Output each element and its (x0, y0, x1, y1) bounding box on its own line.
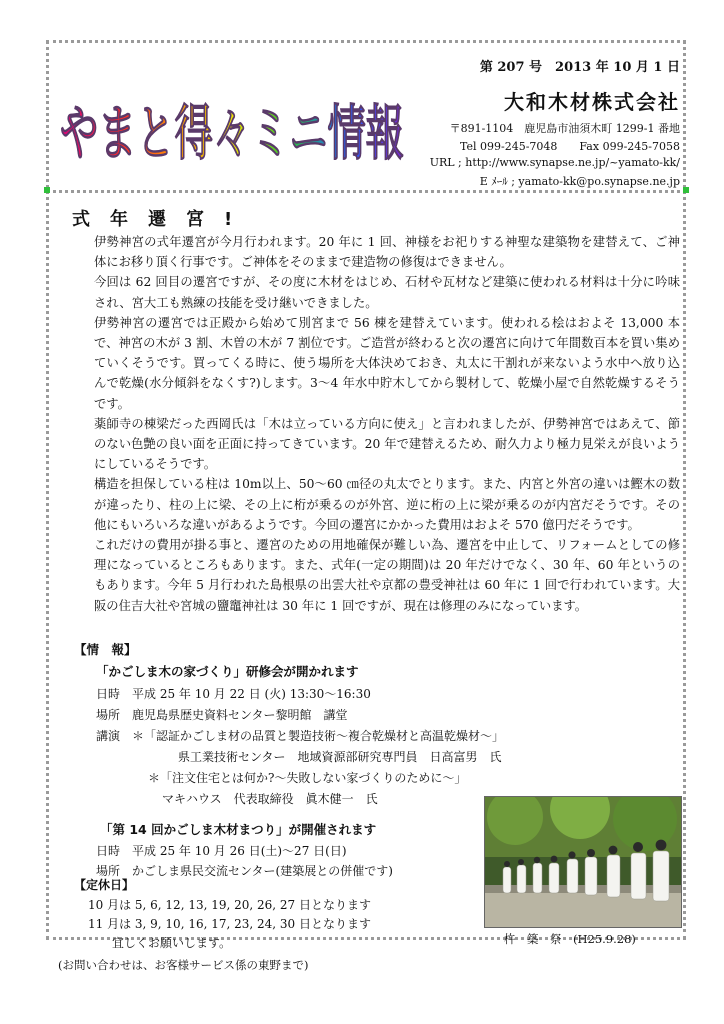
logo-text: やまと得々ミニ情報 (60, 99, 404, 169)
event2-date: 日時 平成 25 年 10 月 26 日(土)～27 日(日) (96, 844, 347, 858)
footer-contact: (お問い合わせは、お客様サービス係の東野まで) (58, 958, 309, 972)
article-title: 式年遷宮! (72, 209, 253, 230)
article-paragraph: 構造を担保している柱は 10m以上、50～60 ㎝径の丸太でとります。また、内宮と外宮の違いは鰹木の数が違ったり、柱の上に梁、その上に桁が乗るのが外宮、逆に桁の上に梁が乗るのが内宮だそうです。その他にもいろいろな違いがあるようです。今回の遷宮にかかった費用はおよそ 570 億円だそうです。 (94, 477, 680, 532)
issue-line: 第 207 号 2013 年 10 月 1 日 (479, 60, 680, 75)
article-paragraph: 伊勢神宮の式年遷宮が今月行われます。20 年に 1 回、神様をお祀りする神聖な建築物を建替えて、ご神体にお移り頂く行事です。ご神体をそのままで建造物の修復はできません。 (94, 235, 680, 270)
info-heading: 【情 報】 (74, 642, 137, 657)
holiday-heading: 【定休日】 (74, 878, 135, 892)
corner-dot-right (683, 187, 689, 193)
company-name: 大和木材株式会社 (504, 90, 680, 114)
article-paragraph: これだけの費用が掛る事と、遷宮のための用地確保が難しい為、遷宮を中止して、リフォームとしての修理になっているところもあります。また、式年(一定の期間)は 20 年だけでなく、30 年、60 年というのもあります。今年 5 月行われた島根県の出雲大社や京都の豊受神社は 60 年に 1 回で行われています。大阪の住吉大社や宮城の鹽竈神社は 30 年に 1 回ですが、現在は修理のみになっています。 (94, 538, 680, 613)
article-paragraph: 伊勢神宮の遷宮では正殿から始めて別宮まで 56 棟を建替えています。使われる桧はおよそ 13,000 本で、神宮の木が 3 割、木曽の木が 7 割位です。ご造営が終わると次の遷宮に向けて年間数百本を買い集めていくそうです。買ってくる時に、使う場所を大体決めておき、丸太に干割れが来ないよう水中へ放り込んで乾燥(水分傾斜をなくす?)します。3～4 年水中貯木してから製材して、乾燥小屋で自然乾燥するそうです。 (94, 315, 680, 411)
event1-place: 場所 鹿児島県歴史資料センター黎明館 講堂 (96, 708, 348, 722)
corner-dot-left (44, 187, 50, 193)
company-url[interactable]: URL ; http://www.synapse.ne.jp/~yamato-kk/ (429, 156, 680, 169)
event1-title: 「かごしま木の家づくり」研修会が開かれます (96, 664, 359, 679)
article-paragraph: 今回は 62 回目の遷宮ですが、その度に木材をはじめ、石材や瓦材など建築に使われる材料は十分に吟味され、宮大工も熟練の技能を受け継いできました。 (94, 275, 680, 310)
company-tel-fax: Tel 099-245-7048 Fax 099-245-7058 (460, 140, 680, 153)
newsletter-logo (58, 52, 408, 182)
event2-title: 「第 14 回かごしま木材まつり」が開催されます (100, 822, 377, 837)
holiday-november: 11 月は 3, 9, 10, 16, 17, 23, 24, 30 日となります (88, 917, 372, 931)
event1-date: 日時 平成 25 年 10 月 22 日 (火) 13:30～16:30 (96, 687, 371, 701)
event1-lecture1-speaker: 県工業技術センター 地域資源部研究専門員 日高富男 氏 (178, 750, 502, 764)
company-address: 〒891-1104 鹿児島市油須木町 1299-1 番地 (449, 122, 680, 135)
event1-lecture2-speaker: マキハウス 代表取締役 眞木健一 氏 (162, 792, 378, 806)
event1-lecture1-title: 講演 ＊「認証かごしま材の品質と製造技術～複合乾燥材と高温乾燥材～」 (96, 729, 505, 743)
header-divider (46, 190, 686, 193)
holiday-october: 10 月は 5, 6, 12, 13, 19, 20, 26, 27 日となります (88, 898, 372, 912)
festival-photo (484, 796, 682, 928)
holiday-closing: 宜しくお願いします。 (112, 936, 232, 950)
company-email[interactable]: E ﾒｰﾙ ; yamato-kk@po.synapse.ne.jp (479, 175, 680, 188)
event2-place: 場所 かごしま県民交流センター(建築展との併催です) (96, 864, 393, 878)
event1-lecture2-title: ＊「注文住宅とは何か?～失敗しない家づくりのために～」 (148, 771, 467, 785)
article-paragraph: 薬師寺の棟梁だった西岡氏は「木は立っている方向に使え」と言われましたが、伊勢神宮ではあえて、節のない色艶の良い面を正面に持ってきています。20 年で建替えるため、耐久力より極力見栄えが良いようにしているそうです。 (94, 416, 680, 472)
photo-caption: 杵 築 祭 (H25.9.28) (504, 932, 636, 946)
article-body (94, 232, 680, 616)
